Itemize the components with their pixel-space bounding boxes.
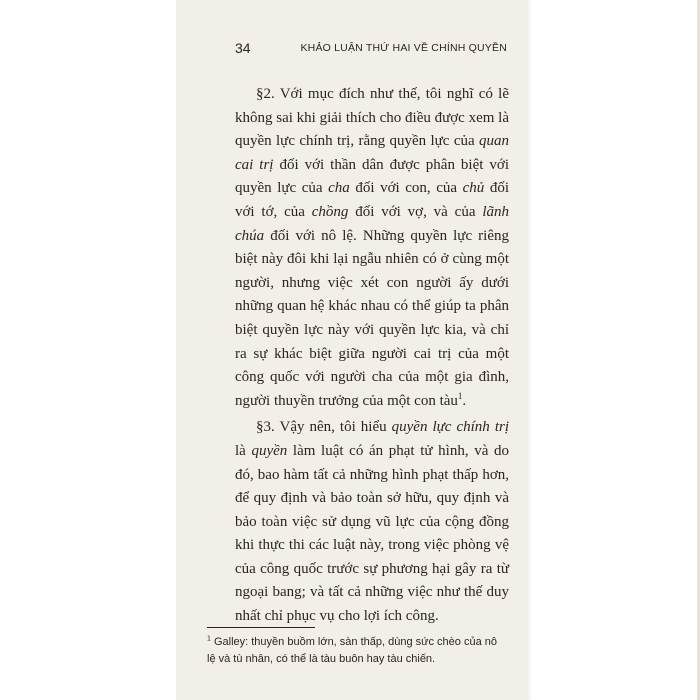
- emphasis-chu: chủ: [462, 180, 485, 197]
- footnote-text: Galley: thuyền buồm lớn, sàn thấp, dùng sức chèo của nô lệ và tù nhân, có thể là tàu buôn hay tàu chiến.: [207, 636, 497, 665]
- emphasis-quyen-luc-chinh-tri: quyền lực chính trị: [391, 419, 509, 436]
- footnote-divider: [207, 627, 315, 628]
- paragraph-3: §3. Vậy nên, tôi hiểu quyền lực chính trị là quyền làm luật có án phạt tử hình, và do đó, bao hàm tất cả những hình phạt thấp hơn, để quy định và bảo toàn sở hữu, quy định và bảo toàn việc sử dụng vũ lực của cộng đồng khi thực thi các luật này, trong việc phòng vệ của công quốc trước sự phương hại gây ra từ ngoại bang; và tất cả những việc như thế duy nhất chỉ phục vụ cho lợi ích công.: [235, 419, 510, 625]
- emphasis-quan-cai-tri: quan cai trị: [235, 133, 509, 173]
- body-text: [235, 83, 509, 632]
- page-number: 34: [235, 40, 251, 56]
- paragraph-2: §2. Với mục đích như thế, tôi nghĩ có lẽ không sai khi giải thích cho điều được xem là quyền lực chính trị, rằng quyền lực của quan cai trị đối với thần dân được phân biệt với quyền lực của cha đối với con, của chủ đối với tớ, của chồng đối với vợ, và của lãnh chúa đối với nô lệ. Những quyền lực riêng biệt này đôi khi lại ngẫu nhiên có ở cùng một người, nhưng việc xét con người ấy dưới những quan hệ khác nhau có thể giúp ta phân biệt quyền lực này với quyền lực kia, và chỉ ra sự khác biệt giữa người cai trị của một công quốc với người cha của một gia đình, người thuyền trưởng của một con tàu$^1$.: [235, 86, 509, 409]
- running-title: KHẢO LUẬN THỨ HAI VỀ CHÍNH QUYỀN: [300, 42, 507, 54]
- footnote-marker: 1: [207, 635, 211, 643]
- page-header: [176, 40, 528, 60]
- emphasis-lanh-chua: lãnh chúa: [235, 203, 509, 244]
- emphasis-cha: cha: [328, 180, 350, 197]
- footnote-reference: 1: [457, 390, 463, 401]
- emphasis-chong: chồng: [311, 203, 349, 220]
- emphasis-quyen: quyền: [251, 442, 288, 459]
- footnote: [207, 634, 497, 668]
- book-page: [176, 0, 528, 700]
